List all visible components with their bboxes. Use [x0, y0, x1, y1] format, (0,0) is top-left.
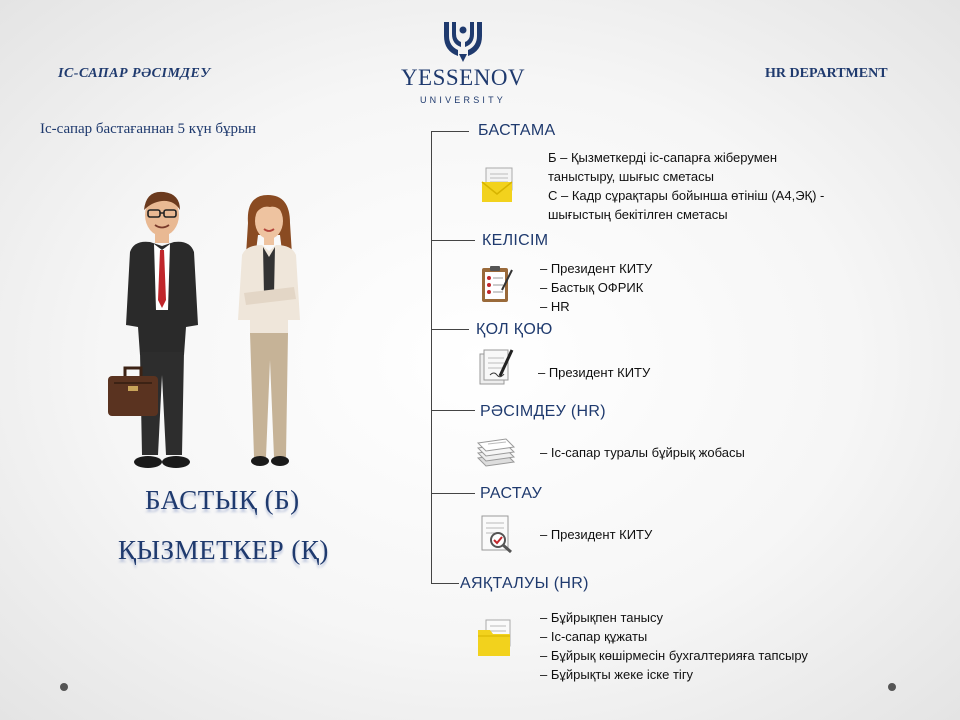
university-logo-icon	[441, 20, 485, 64]
description-line: шығыстың бекітілген сметасы	[548, 207, 728, 222]
stage-title-agreement: КЕЛІСІМ	[482, 232, 549, 249]
folder-icon	[476, 618, 516, 658]
timeline-tick	[431, 493, 475, 494]
description-line: – Бұйрық көшірмесін бухгалтерияға тапсыру	[540, 648, 808, 663]
stage-title-processing: РӘСІМДЕУ (HR)	[480, 403, 606, 420]
description-line: – Іс-сапар туралы бұйрық жобасы	[540, 445, 745, 460]
description-line: – Бастық ОФРИК	[540, 280, 644, 295]
timeline-tick	[431, 329, 469, 330]
description-line: С – Кадр сұрақтары бойынша өтініш (А4,ЭҚ) -	[548, 188, 825, 203]
description-line: – Іс-сапар құжаты	[540, 629, 648, 644]
stage-description-confirmation	[540, 525, 652, 544]
paper-stack-icon	[476, 428, 516, 468]
role-employee: ҚЫЗМЕТКЕР (Қ)	[118, 535, 329, 565]
department-label: HR DEPARTMENT	[765, 66, 888, 81]
description-line: Б – Қызметкерді іс-сапарға жіберумен	[548, 150, 778, 165]
stage-title-signing: ҚОЛ ҚОЮ	[476, 321, 553, 338]
description-line: – Президент КИТУ	[540, 261, 653, 276]
signing-icon	[476, 346, 516, 386]
timeline-line	[431, 131, 432, 583]
description-line: – Президент КИТУ	[538, 365, 651, 380]
description-line: таныстыру, шығыс сметасы	[548, 169, 714, 184]
stage-description-agreement	[540, 259, 652, 316]
stage-description-completion	[540, 608, 808, 684]
timeline-tick	[431, 131, 469, 132]
stage-title-initiation: БАСТАМА	[478, 122, 556, 139]
timeline-tick	[431, 583, 459, 584]
page-title-left: ІС-САПАР РӘСІМДЕУ	[58, 66, 211, 81]
document-search-icon	[476, 514, 516, 554]
clipboard-icon	[476, 264, 516, 304]
stage-description-initiation	[548, 148, 824, 224]
timeline-tick	[431, 240, 475, 241]
decorative-dot	[60, 683, 68, 691]
decorative-dot	[888, 683, 896, 691]
subtitle: Іс-сапар бастағаннан 5 күн бұрын	[40, 121, 257, 137]
woman-figure-illustration	[230, 195, 310, 475]
logo-subtitle: UNIVERSITY	[419, 95, 506, 105]
envelope-icon	[478, 166, 518, 206]
description-line: – Бұйрықты жеке іске тігу	[540, 667, 694, 682]
description-line: – HR	[540, 299, 570, 314]
description-line: – Президент КИТУ	[540, 527, 653, 542]
logo-name: YESSENOV	[400, 65, 526, 90]
stage-description-signing	[538, 363, 650, 382]
man-figure-illustration	[100, 190, 210, 475]
stage-description-processing	[540, 443, 745, 462]
timeline-tick	[431, 410, 475, 411]
role-boss: БАСТЫҚ (Б)	[145, 485, 300, 515]
stage-title-completion: АЯҚТАЛУЫ (HR)	[460, 575, 589, 592]
description-line: – Бұйрықпен танысу	[540, 610, 664, 625]
stage-title-confirmation: РАСТАУ	[480, 485, 543, 502]
